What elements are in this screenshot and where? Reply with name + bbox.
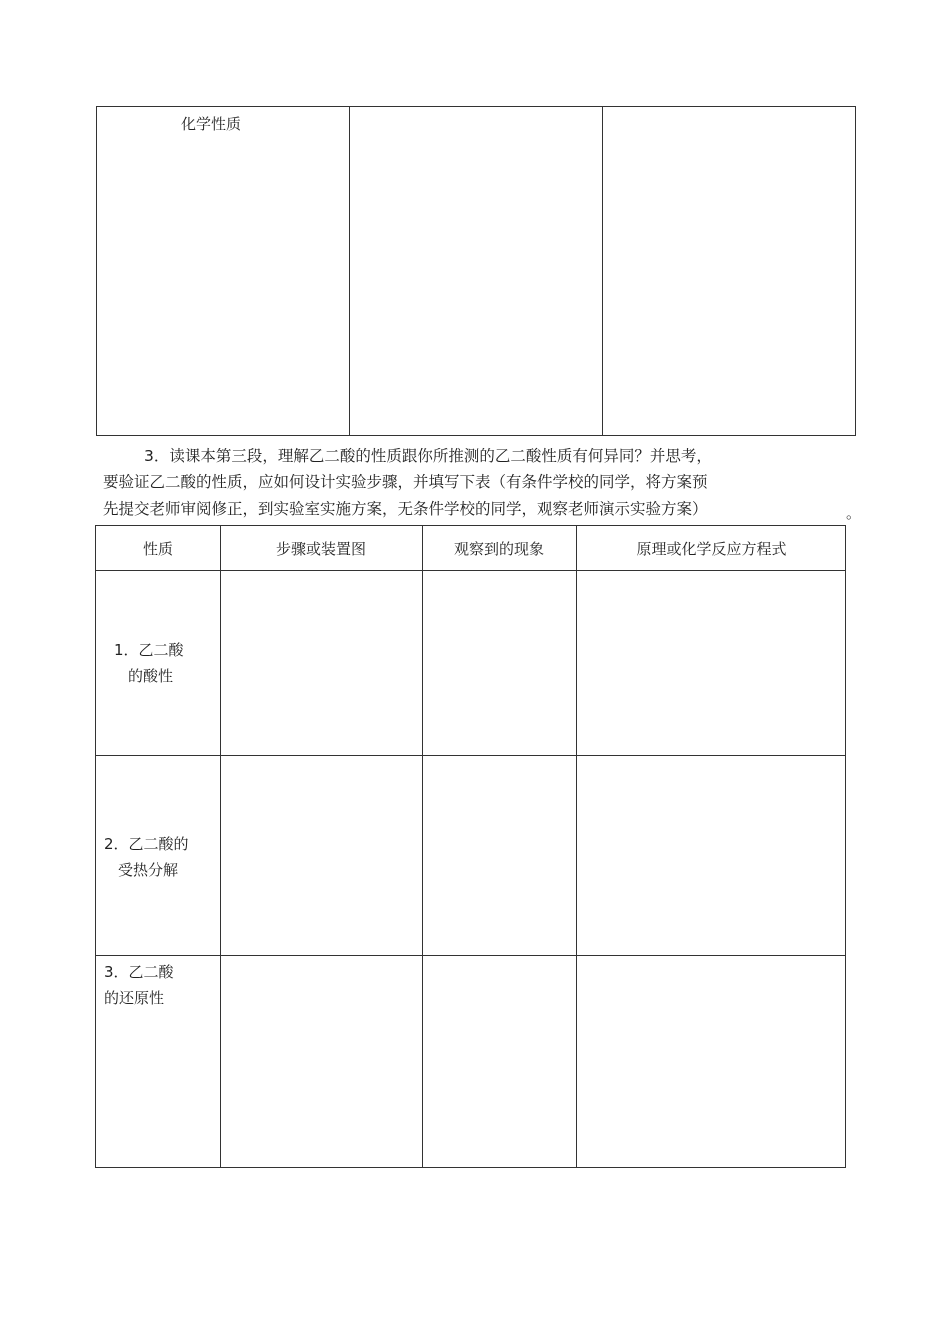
header-observation: 观察到的现象: [453, 539, 544, 558]
instruction-line-1: 3．读课本第三段，理解乙二酸的性质跟你所推测的乙二酸性质有何异同？并思考，: [144, 447, 712, 465]
row-divider-2: [96, 955, 845, 956]
row-label-acidity-line2: 的酸性: [128, 667, 174, 685]
row-divider-header: [96, 570, 845, 571]
chemical-properties-table: [96, 106, 856, 436]
header-principle: 原理或化学反应方程式: [636, 539, 787, 558]
chemical-properties-label-cell: [97, 107, 350, 435]
column-divider-3: [576, 526, 577, 1167]
row-label-acidity-line1: 1．乙二酸: [114, 641, 184, 659]
row-label-reducibility: [104, 959, 174, 1011]
instruction-line-2: 要验证乙二酸的性质，应如何设计实验步骤，并填写下表（有条件学校的同学，将方案预: [103, 473, 708, 491]
row-label-decomposition: [104, 831, 189, 883]
chemical-properties-cell-2: [349, 107, 603, 435]
row-divider-1: [96, 755, 845, 756]
column-divider-2: [422, 526, 423, 1167]
row-label-decomposition-line2: 受热分解: [118, 861, 179, 879]
header-steps: 步骤或装置图: [275, 539, 366, 558]
column-divider-1: [220, 526, 221, 1167]
instruction-end-mark: 。: [846, 504, 862, 522]
chemical-properties-label: 化学性质: [181, 115, 242, 133]
instruction-line-3: 先提交老师审阅修正，到实验室实施方案，无条件学校的同学，观察老师演示实验方案）: [103, 500, 708, 518]
row-label-decomposition-line1: 2．乙二酸的: [104, 835, 189, 853]
chemical-properties-cell-3: [602, 107, 855, 435]
row-label-reducibility-line1: 3．乙二酸: [104, 963, 174, 981]
experiment-table: [95, 525, 846, 1168]
header-property: 性质: [142, 539, 173, 558]
row-label-reducibility-line2: 的还原性: [104, 989, 165, 1007]
row-label-acidity: [114, 637, 184, 689]
